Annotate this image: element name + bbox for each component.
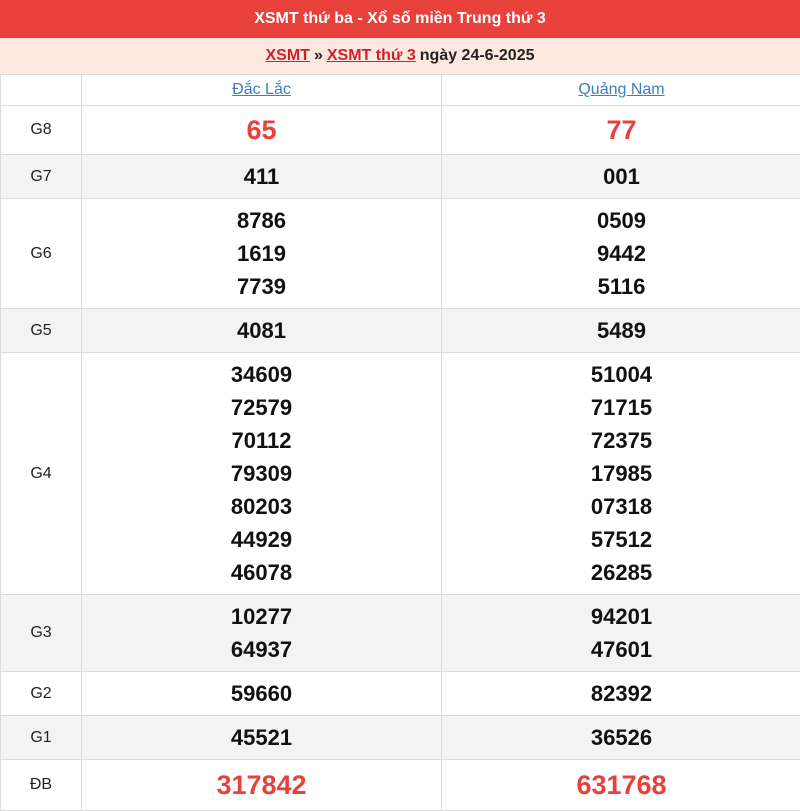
prize-label: G3 [1,595,82,672]
prize-number: 72579 [82,391,441,424]
prize-number: 7739 [82,270,441,303]
prize-label: G2 [1,672,82,716]
breadcrumb-link-xsmt[interactable]: XSMT [265,47,309,65]
prize-number: 94201 [442,600,800,633]
prize-number: 44929 [82,523,441,556]
prize-label: G5 [1,309,82,353]
header-province-cell [442,75,800,106]
table-row [1,760,800,811]
prize-number: 59660 [82,672,442,716]
prize-number: 8786 [82,204,441,237]
table-row [1,672,800,716]
prize-label: G7 [1,155,82,199]
prize-number: 51004 [442,358,800,391]
prize-number: 0509 [442,204,800,237]
prize-cell [442,353,800,595]
table-row [1,353,800,595]
prize-number: 34609 [82,358,441,391]
results-table [0,74,800,811]
prize-cell [82,353,442,595]
prize-number: 45521 [82,716,442,760]
prize-label: G6 [1,199,82,309]
prize-cell [442,595,800,672]
prize-number: 26285 [442,556,800,589]
prize-label: G4 [1,353,82,595]
prize-number: 80203 [82,490,441,523]
prize-number: 82392 [442,672,800,716]
province-link-dac-lac[interactable]: Đắc Lắc [232,81,291,98]
prize-number: 79309 [82,457,441,490]
table-row [1,155,800,199]
prize-cell [82,595,442,672]
prize-number: 57512 [442,523,800,556]
special-prize-number: 317842 [82,760,442,811]
table-row [1,595,800,672]
prize-number: 65 [82,106,442,155]
breadcrumb-link-xsmt-thu-3[interactable]: XSMT thứ 3 [327,47,416,65]
header-empty-cell [1,75,82,106]
breadcrumb-separator: » [314,47,323,65]
prize-number: 9442 [442,237,800,270]
prize-number: 47601 [442,633,800,666]
prize-number: 5489 [442,309,800,353]
prize-number: 4081 [82,309,442,353]
header-province-cell [82,75,442,106]
prize-cell [82,199,442,309]
table-row [1,106,800,155]
page-title: XSMT thứ ba - Xổ số miền Trung thứ 3 [0,0,800,38]
province-link-quang-nam[interactable]: Quảng Nam [578,81,664,98]
prize-number: 17985 [442,457,800,490]
prize-number: 72375 [442,424,800,457]
prize-label: ĐB [1,760,82,811]
breadcrumb-date: ngày 24-6-2025 [420,47,535,65]
prize-cell [442,199,800,309]
prize-number: 10277 [82,600,441,633]
prize-label: G1 [1,716,82,760]
table-row [1,199,800,309]
prize-number: 411 [82,155,442,199]
prize-number: 77 [442,106,800,155]
prize-number: 07318 [442,490,800,523]
table-row [1,716,800,760]
prize-number: 70112 [82,424,441,457]
prize-number: 36526 [442,716,800,760]
prize-label: G8 [1,106,82,155]
table-header-row [1,75,800,106]
prize-number: 71715 [442,391,800,424]
prize-number: 5116 [442,270,800,303]
special-prize-number: 631768 [442,760,800,811]
table-row [1,309,800,353]
prize-number: 64937 [82,633,441,666]
prize-number: 46078 [82,556,441,589]
prize-number: 001 [442,155,800,199]
prize-number: 1619 [82,237,441,270]
breadcrumb [0,38,800,74]
